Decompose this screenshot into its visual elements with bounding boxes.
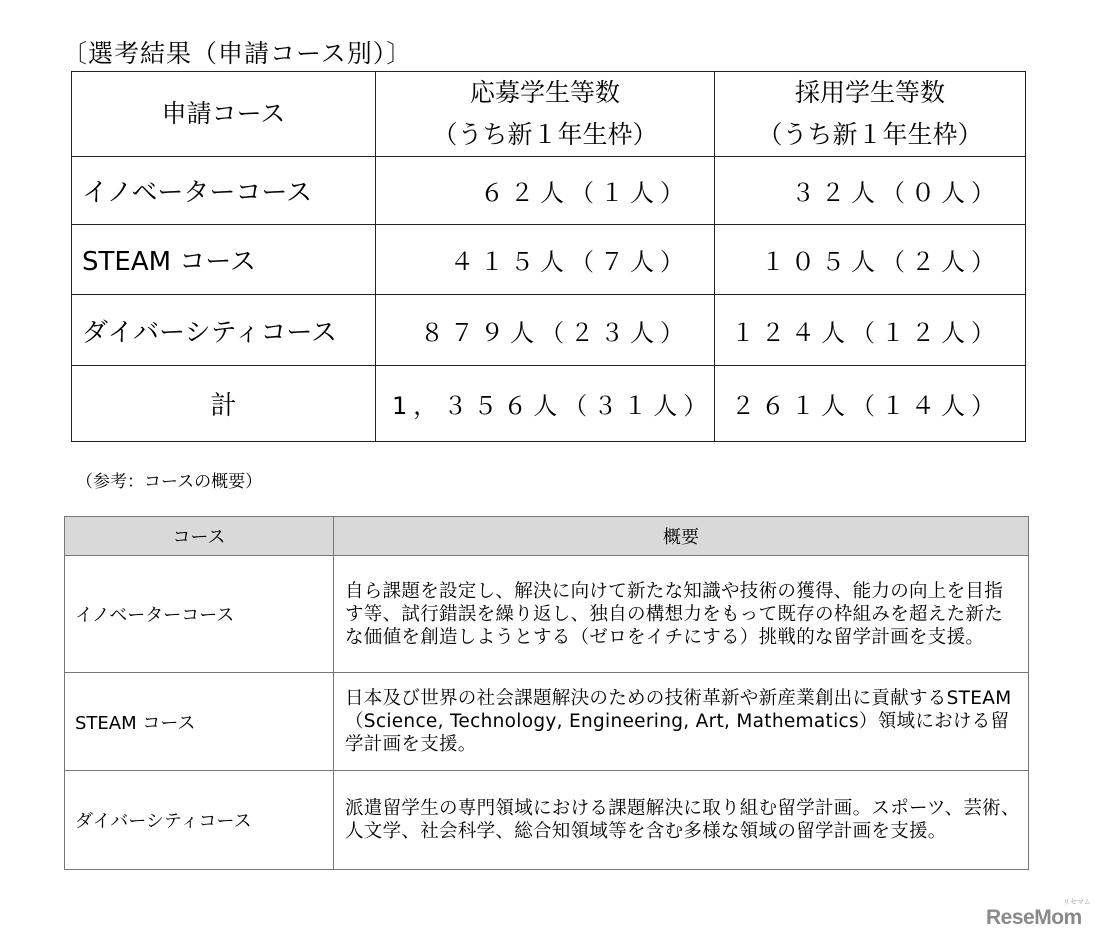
header-course: 申請コース xyxy=(72,72,376,157)
overview-summary: 派遣留学生の専門領域における課題解決に取り組む留学計画。スポーツ、芸術、人文学、社会科学、総合知領域等を含む多様な領域の留学計画を支援。 xyxy=(334,771,1029,870)
overview-header-summary: 概要 xyxy=(334,517,1029,556)
row-accepted: １２４人（１２人） xyxy=(715,295,1026,366)
header-applicants-line2: （うち新１年生枠） xyxy=(432,120,658,149)
reference-title: （参考：コースの概要） xyxy=(76,472,263,492)
table-row xyxy=(65,673,1029,771)
section-title: 〔選考結果（申請コース別）〕 xyxy=(62,39,413,68)
overview-course: イノベーターコース xyxy=(65,556,334,673)
table-row xyxy=(65,556,1029,673)
header-accepted-line1: 採用学生等数 xyxy=(794,78,945,107)
total-row xyxy=(72,366,1026,442)
table-row xyxy=(72,295,1026,366)
row-applicants: ４１５人（７人） xyxy=(376,225,715,295)
overview-header-row xyxy=(65,517,1029,556)
row-applicants: ６２人（１人） xyxy=(376,157,715,225)
row-course: STEAM コース xyxy=(72,225,376,295)
overview-summary: 自ら課題を設定し、解決に向けて新たな知識や技術の獲得、能力の向上を目指す等、試行錯誤を繰り返し、独自の構想力をもって既存の枠組みを超えた新たな価値を創造しようとする（ゼロをイチにする）挑戦的な留学計画を支援。 xyxy=(334,556,1029,673)
results-table xyxy=(71,71,1026,442)
row-course: ダイバーシティコース xyxy=(72,295,376,366)
row-course: イノベーターコース xyxy=(72,157,376,225)
overview-course: ダイバーシティコース xyxy=(65,771,334,870)
table-row xyxy=(72,157,1026,225)
total-label: 計 xyxy=(72,366,376,442)
header-accepted-line2: （うち新１年生枠） xyxy=(757,120,983,149)
logo-superscript: リセマム xyxy=(1063,898,1091,906)
resemom-logo: ReseMom xyxy=(986,906,1082,929)
overview-course: STEAM コース xyxy=(65,673,334,771)
table-row xyxy=(72,225,1026,295)
results-header-row xyxy=(72,72,1026,157)
overview-summary: 日本及び世界の社会課題解決のための技術革新や新産業創出に貢献するSTEAM（Science, Technology, Engineering, Art, Mathematics）領域における留学計画を支援。 xyxy=(334,673,1029,771)
overview-table xyxy=(64,516,1029,870)
row-accepted: １０５人（２人） xyxy=(715,225,1026,295)
row-applicants: ８７９人（２３人） xyxy=(376,295,715,366)
total-applicants: 1，３５６人（３１人） xyxy=(376,366,715,442)
row-accepted: ３２人（０人） xyxy=(715,157,1026,225)
total-accepted: ２６１人（１４人） xyxy=(715,366,1026,442)
table-row xyxy=(65,771,1029,870)
overview-header-course: コース xyxy=(65,517,334,556)
header-applicants-line1: 応募学生等数 xyxy=(469,78,620,107)
header-applicants xyxy=(376,72,715,157)
header-accepted xyxy=(715,72,1026,157)
